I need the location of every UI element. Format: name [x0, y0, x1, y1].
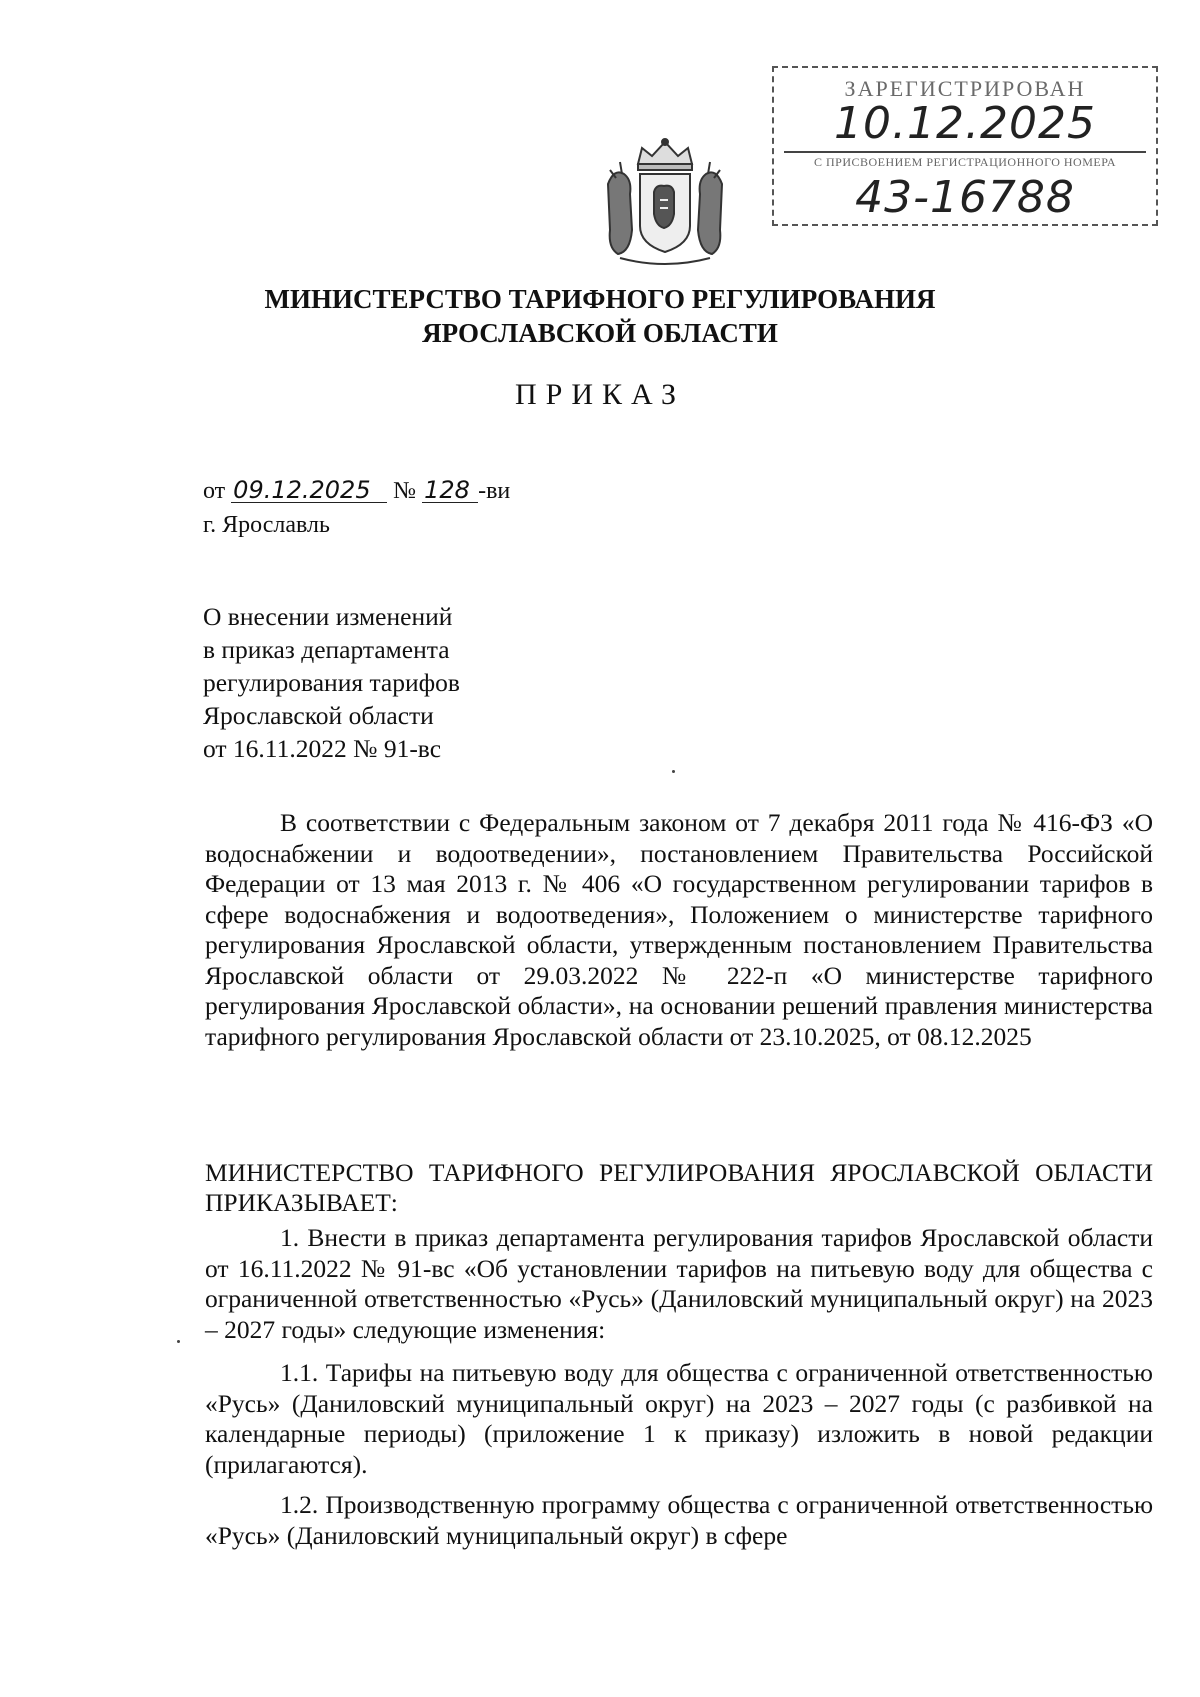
ministry-title-line1: МИНИСТЕРСТВО ТАРИФНОГО РЕГУЛИРОВАНИЯ [264, 284, 936, 314]
document-type: ПРИКАЗ [515, 378, 685, 411]
stamp-date: 10.12.2025 [834, 98, 1096, 149]
item-1-2-paragraph: 1.2. Производственную программу общества с ограниченной ответственностью «Русь» (Даниловский муниципальный округ) в сфере [205, 1490, 1153, 1550]
subject-line: регулирования тарифов [203, 668, 460, 697]
number-label: № [393, 478, 417, 504]
orders-paragraph: МИНИСТЕРСТВО ТАРИФНОГО РЕГУЛИРОВАНИЯ ЯРОСЛАВСКОЙ ОБЛАСТИ ПРИКАЗЫВАЕТ: [205, 1158, 1153, 1217]
subject-line: в приказ департамента [203, 635, 450, 664]
ministry-title [0, 282, 1200, 350]
order-subject [203, 600, 460, 765]
item-1-1-paragraph: 1.1. Тарифы на питьевую воду для общества с ограниченной ответственностью «Русь» (Даниловский муниципальный округ) на 2023 – 2027 годы (с разбивкой на календарные периоды) (приложение 1 к приказу) изложить в новой редакции (прилагаются). [205, 1358, 1153, 1479]
scan-speck [672, 770, 675, 773]
stamp-title: ЗАРЕГИСТРИРОВАН [844, 76, 1086, 101]
order-date-number [203, 478, 510, 505]
coat-of-arms-icon [600, 134, 730, 270]
subject-line: Ярославской области [203, 701, 434, 730]
order-number-suffix: -ви [478, 478, 511, 504]
item-1-paragraph: 1. Внести в приказ департамента регулирования тарифов Ярославской области от 16.11.2022 № 91-вс «Об установлении тарифов на питьевую воду для общества с ограниченной ответственностью «Русь» (Даниловский муниципальный округ) на 2023 – 2027 годы» следующие изменения: [205, 1223, 1153, 1344]
registration-stamp [772, 66, 1158, 226]
subject-line: от 16.11.2022 № 91-вс [203, 734, 442, 763]
stamp-registration-number: 43-16788 [855, 172, 1075, 223]
order-date: 09.12.2025 [231, 478, 387, 503]
ministry-title-line2: ЯРОСЛАВСКОЙ ОБЛАСТИ [422, 318, 778, 348]
subject-line: О внесении изменений [203, 602, 453, 631]
stamp-divider [784, 151, 1146, 153]
city: г. Ярославль [203, 512, 330, 538]
from-label: от [203, 478, 226, 504]
scan-speck [177, 1340, 180, 1343]
legal-basis-paragraph: В соответствии с Федеральным законом от 7 декабря 2011 года № 416-ФЗ «О водоснабжении и водоотведении», постановлением Правительства Российской Федерации от 13 мая 2013 г. № 406 «О государственном регулировании тарифов в сфере водоснабжения и водоотведения», Положением о министерстве тарифного регулирования Ярославской области, утвержденным постановлением Правительства Ярославской области от 29.03.2022 № 222-п «О министерстве тарифного регулирования Ярославской области», на основании решений правления министерства тарифного регулирования Ярославской области от 23.10.2025, от 08.12.2025 [205, 808, 1153, 1051]
order-number: 128 [422, 478, 478, 503]
stamp-subtitle: С ПРИСВОЕНИЕМ РЕГИСТРАЦИОННОГО НОМЕРА [813, 155, 1117, 169]
